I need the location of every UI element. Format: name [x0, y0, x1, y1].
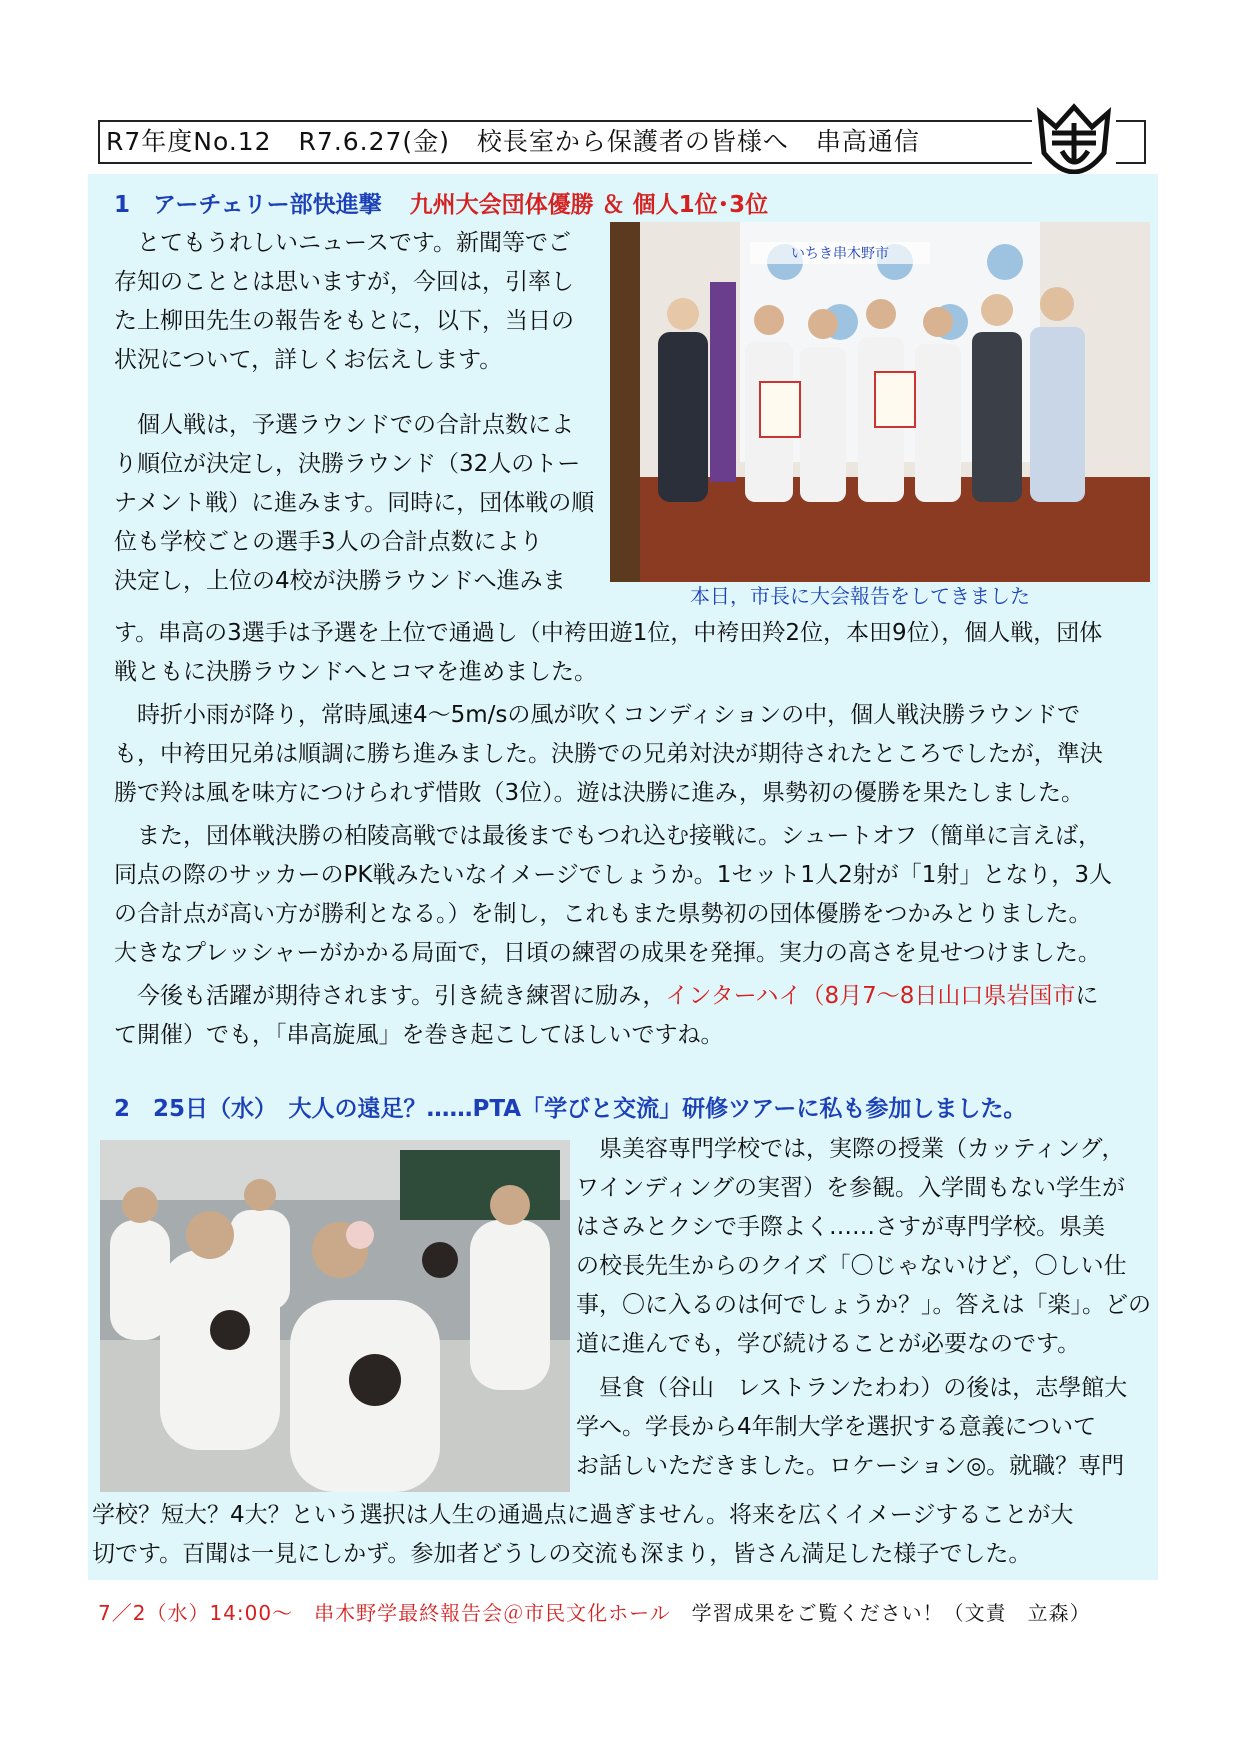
school-crest-icon	[1032, 103, 1116, 183]
s1-line-14: 勝で羚は風を味方につけられず惜敗（3位）。遊は決勝に進み，県勢初の優勝を果たしました。	[114, 780, 1085, 806]
s1-line-10: す。串高の3選手は予選を上位で通過し（中袴田遊1位，中袴田羚2位，本田9位），個人戦，団体	[114, 620, 1103, 646]
s1-closing-b: に	[1075, 983, 1099, 1009]
section2-heading: 2 25日（水） 大人の遠足？……PTA「学びと交流」研修ツアーに私も参加しました。	[114, 1096, 1027, 1122]
s1-line-18: 大きなプレッシャーがかかる局面で，日頃の練習の成果を発揮。実力の高さを見せつけました。	[114, 940, 1101, 966]
s2-line-9: お話しいただきました。ロケーション◎。就職？専門	[576, 1453, 1125, 1479]
s2-line-8: 学へ。学長から4年制大学を選択する意義について	[576, 1414, 1097, 1440]
s1-line-9: 決定し，上位の4校が決勝ラウンドへ進みま	[114, 568, 566, 594]
footer-credit: 学習成果をご覧ください！（文責 立森）	[670, 1601, 1091, 1625]
section1-heading-highlight: 九州大会団体優勝 ＆ 個人1位･3位	[409, 192, 769, 218]
s1-line-3: た上柳田先生の報告をもとに，以下，当日の	[114, 308, 574, 334]
s2-line-5: 事，〇に入るのは何でしょうか？」。答えは「楽」。どの	[576, 1292, 1151, 1318]
s1-line-4: 状況について，詳しくお伝えします。	[114, 347, 503, 373]
photo1-caption: 本日，市長に大会報告をしてきました	[690, 584, 1030, 608]
mayor-report-photo	[610, 222, 1150, 582]
s1-line-12: 時折小雨が降り，常時風速4～5m/sの風が吹くコンディションの中，個人戦決勝ラウンドで	[114, 702, 1081, 728]
s1-line-7: ナメント戦）に進みます。同時に，団体戦の順	[114, 490, 595, 516]
s2-line-1: 県美容専門学校では，実際の授業（カッティング，	[576, 1136, 1125, 1162]
s1-closing-c: て開催）でも，「串高旋風」を巻き起こしてほしいですね。	[114, 1022, 724, 1048]
s1-line-2: 存知のこととは思いますが，今回は，引率し	[114, 269, 574, 295]
section1-heading-lead: 1 アーチェリー部快進撃	[114, 192, 382, 218]
issue-date: R7.6.27(金)	[298, 127, 450, 156]
s2-line-10: 学校？短大？4大？という選択は人生の通過点に過ぎません。将来を広くイメージすることが大	[92, 1502, 1074, 1528]
newsletter-header	[98, 120, 1146, 164]
s2-line-3: はさみとクシで手際よく……さすが専門学校。県美	[576, 1214, 1105, 1240]
footer-event: 7／2（水）14:00～ 串木野学最終報告会＠市民文化ホール	[98, 1601, 671, 1625]
s2-line-6: 道に進んでも，学び続けることが必要なのです。	[576, 1331, 1081, 1357]
newsletter-name: 串高通信	[815, 127, 920, 156]
s1-line-13: も，中袴田兄弟は順調に勝ち進みました。決勝での兄弟対決が期待されたところでしたが，準決	[114, 741, 1103, 767]
issue-number: R7年度No.12	[106, 127, 272, 156]
beauty-school-photo	[100, 1140, 570, 1492]
s2-line-2: ワインディングの実習）を参観。入学間もない学生が	[576, 1175, 1126, 1201]
s1-closing-line	[114, 977, 1098, 1016]
s2-line-11: 切です。百聞は一見にしかず。参加者どうしの交流も深まり，皆さん満足した様子でした。	[92, 1541, 1032, 1567]
s1-line-15: また，団体戦決勝の柏陵高戦では最後までもつれ込む接戦に。シュートオフ（簡単に言えば，	[114, 823, 1102, 849]
s1-closing-highlight: インターハイ（8月7～8日山口県岩国市	[665, 983, 1076, 1009]
s2-line-7: 昼食（谷山 レストランたわわ）の後は，志學館大	[576, 1375, 1128, 1401]
s1-line-6: り順位が決定し，決勝ラウンド（32人のトー	[114, 451, 581, 477]
section1-heading	[114, 186, 768, 219]
s2-line-4: の校長先生からのクイズ「〇じゃないけど，〇しい仕	[576, 1253, 1127, 1279]
banner-text: いちき串木野市	[791, 246, 889, 262]
s1-closing-a: 今後も活躍が期待されます。引き続き練習に励み，	[114, 983, 666, 1009]
s1-line-11: 戦ともに決勝ラウンドへとコマを進めました。	[114, 659, 597, 685]
s1-line-5: 個人戦は，予選ラウンドでの合計点数によ	[114, 412, 574, 438]
sender: 校長室から保護者の皆様へ	[476, 127, 789, 156]
s1-line-1: とてもうれしいニュースです。新聞等でご	[114, 230, 572, 256]
footer-note	[98, 1597, 1091, 1626]
s1-line-16: 同点の際のサッカーのPK戦みたいなイメージでしょうか。1セット1人2射が「1射」となり，3人	[114, 862, 1112, 888]
s1-line-8: 位も学校ごとの選手3人の合計点数により	[114, 529, 543, 555]
s1-line-17: の合計点が高い方が勝利となる。）を制し，これもまた県勢初の団体優勝をつかみとりました。	[114, 901, 1092, 927]
